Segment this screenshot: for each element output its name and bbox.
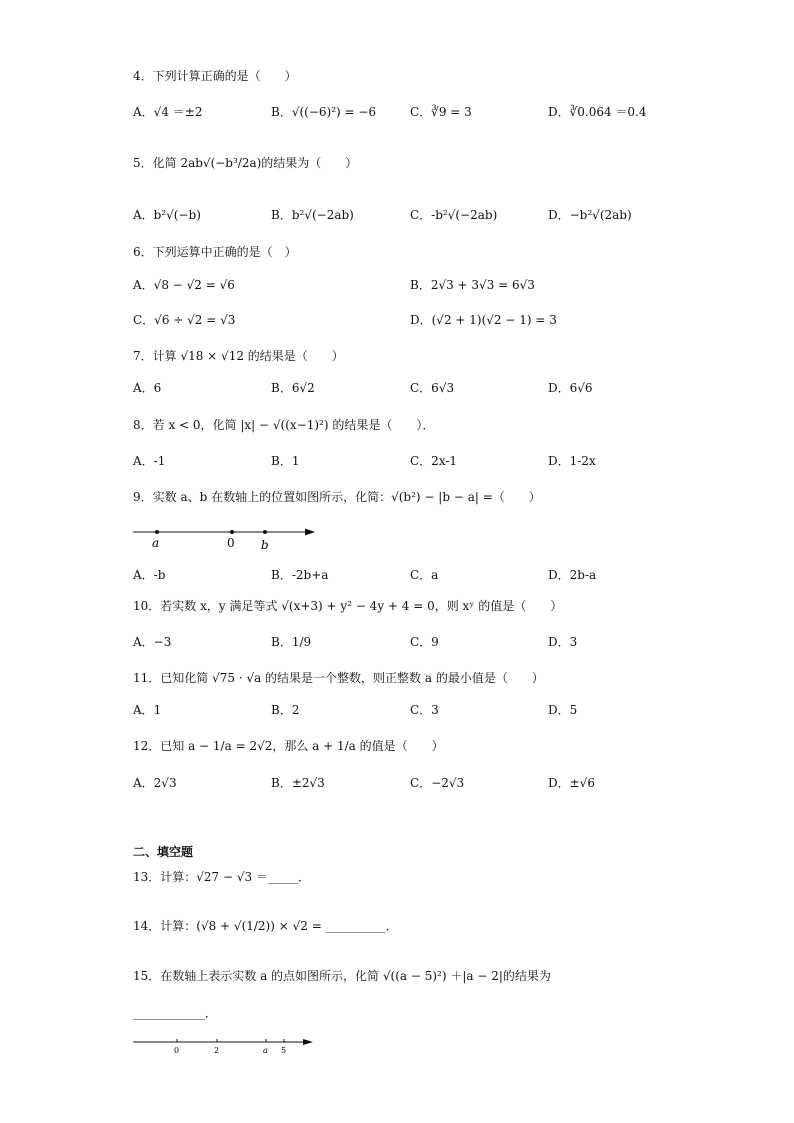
option-b: B．-2b+a: [271, 568, 329, 582]
option-d: D．2b-a: [548, 568, 597, 582]
option-c: C．−2√3: [410, 776, 465, 790]
option-d: D．∛0.064 ＝0.4: [548, 105, 647, 119]
option-d: D．(√2 + 1)(√2 − 1) = 3: [410, 313, 557, 327]
axis-label: 0: [227, 536, 235, 550]
question-14: 14．计算：(√8 + √(1/2)) × √2 = __________．: [133, 919, 398, 933]
option-c: C．-b²√(−2ab): [410, 208, 498, 222]
option-a: A．√4 ＝±2: [133, 105, 203, 119]
option-c: C．6√3: [410, 381, 455, 395]
number-line: [130, 1034, 320, 1056]
question-stem: 5．化简 2ab√(−b³/2a)的结果为（ ）: [133, 156, 358, 170]
question-stem: 9．实数 a、b 在数轴上的位置如图所示，化简：√(b²) − |b − a| =（ ）: [133, 490, 541, 504]
axis-label: 2: [214, 1046, 220, 1055]
option-d: D．3: [548, 635, 578, 649]
axis-label: 0: [174, 1046, 180, 1055]
option-c: C．∛9 = 3: [410, 105, 472, 119]
arrow-icon: [305, 529, 315, 536]
option-b: B．2√3 + 3√3 = 6√3: [410, 278, 535, 292]
option-a: A．-1: [133, 454, 166, 468]
question-stem: 4．下列计算正确的是（ ）: [133, 69, 297, 83]
option-c: C．a: [410, 568, 439, 582]
question-stem: 7．计算 √18 × √12 的结果是（ ）: [133, 349, 344, 363]
question-15: 15．在数轴上表示实数 a 的点如图所示，化简 √((a − 5)²) ＋|a − 2|的结果为: [133, 969, 551, 983]
question-stem: 8．若 x < 0，化简 |x| − √((x−1)²) 的结果是（ ）．: [133, 418, 435, 432]
option-a: A．2√3: [133, 776, 177, 790]
axis-label: a: [263, 1046, 268, 1055]
section-title: 二、填空题: [133, 845, 194, 859]
arrow-icon: [303, 1039, 313, 1045]
option-b: B．6√2: [271, 381, 315, 395]
option-a: A．√8 − √2 = √6: [133, 278, 235, 292]
option-a: A．−3: [133, 635, 172, 649]
axis-label: 5: [281, 1046, 287, 1055]
option-a: A．-b: [133, 568, 166, 582]
point-a: [155, 530, 159, 534]
option-c: C．9: [410, 635, 439, 649]
option-b: B．√((−6)²) = −6: [271, 105, 377, 119]
option-d: D．5: [548, 703, 578, 717]
option-c: C．2x-1: [410, 454, 458, 468]
option-a: A．6: [133, 381, 162, 395]
option-c: C．3: [410, 703, 439, 717]
question-13: 13．计算：√27 − √3 ＝_____．: [133, 870, 310, 884]
answer-blank: ____________．: [133, 1006, 218, 1020]
option-d: D．−b²√(2ab): [548, 208, 632, 222]
option-d: D．±√6: [548, 776, 595, 790]
question-stem: 10．若实数 x，y 满足等式 √(x+3) + y² − 4y + 4 = 0，则 xʸ 的值是（ ）: [133, 599, 563, 613]
number-line: [130, 522, 320, 552]
option-b: B．2: [271, 703, 300, 717]
option-b: B．1: [271, 454, 300, 468]
option-d: D．1-2x: [548, 454, 596, 468]
axis-label: b: [261, 538, 269, 552]
option-b: B．±2√3: [271, 776, 325, 790]
option-d: D．6√6: [548, 381, 593, 395]
question-stem: 12．已知 a − 1/a = 2√2，那么 a + 1/a 的值是（ ）: [133, 739, 444, 753]
option-a: A．1: [133, 703, 162, 717]
axis-label: a: [152, 536, 160, 550]
question-stem: 11．已知化简 √75 · √a 的结果是一个整数，则正整数 a 的最小值是（ ）: [133, 671, 544, 685]
point-b: [263, 530, 267, 534]
point-0: [230, 530, 234, 534]
option-b: B．1/9: [271, 635, 312, 649]
option-b: B．b²√(−2ab): [271, 208, 354, 222]
question-stem: 6．下列运算中正确的是（ ）: [133, 245, 297, 259]
option-a: A．b²√(−b): [133, 208, 201, 222]
option-c: C．√6 ÷ √2 = √3: [133, 313, 236, 327]
